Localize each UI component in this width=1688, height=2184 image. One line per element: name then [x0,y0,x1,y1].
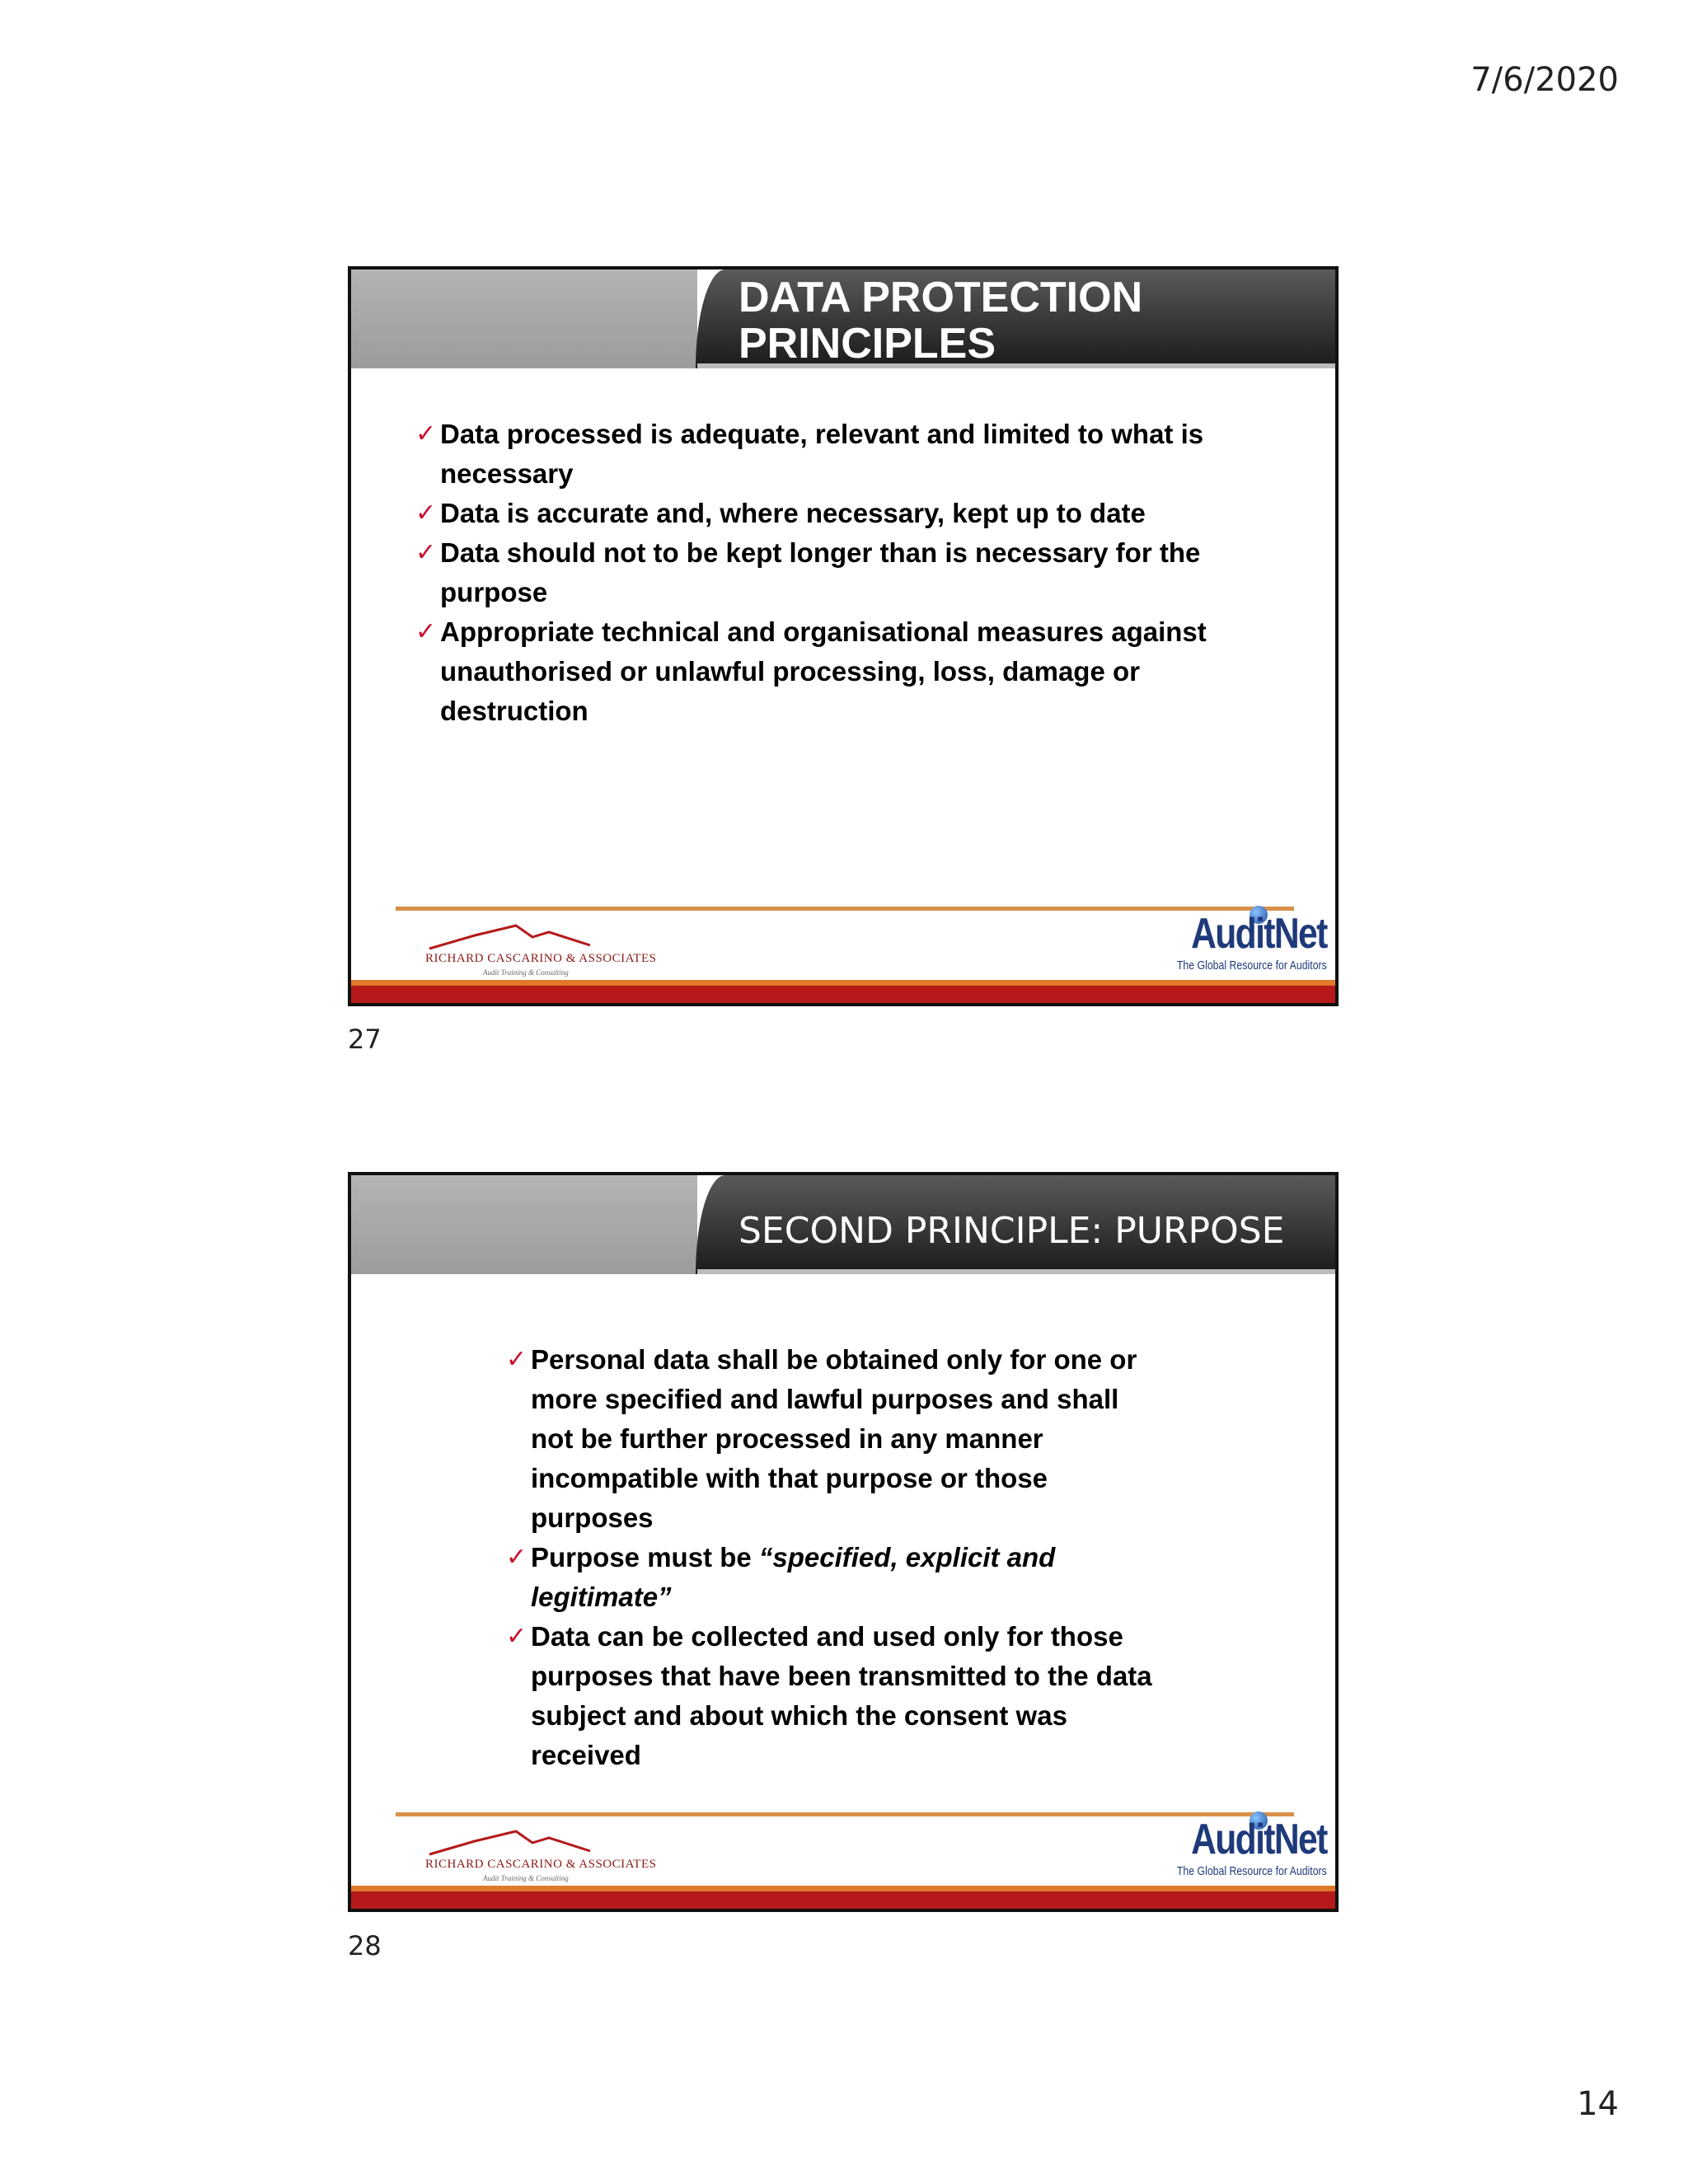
list-item [415,612,1231,731]
bullet-list [415,415,1231,731]
list-item [506,1617,1157,1775]
mountain-icon [425,1826,640,1859]
rca-name: RICHARD CASCARINO & ASSOCIATES [425,952,657,965]
auditnet-logo [1177,904,1327,978]
header-gray-panel [351,1175,697,1274]
slide-number: 27 [348,1024,382,1055]
bullet-text: Data processed is adequate, relevant and limited to what is necessary [440,419,1204,489]
auditnet-logo [1177,1810,1327,1884]
checkmark-icon: ✓ [415,538,437,567]
auditnet-name: AuditNet [1191,1816,1327,1863]
bullet-text: Data can be collected and used only for those purposes that have been transmitted to the data subject and about which the consent was received [531,1621,1152,1770]
slide-28 [348,1172,1339,1912]
slide-header [351,269,1335,368]
header-underline [697,1269,1335,1274]
checkmark-icon: ✓ [506,1345,528,1374]
auditnet-tagline: The Global Resource for Auditors [1177,1864,1327,1878]
footer-band [351,1886,1335,1909]
footer-band [351,980,1335,1003]
bullet-list [506,1340,1157,1775]
slide-title: DATA PROTECTION PRINCIPLES [738,274,1143,368]
checkmark-icon: ✓ [415,499,437,527]
footer-rule [396,1812,1294,1816]
bullet-emphasis: “specified, explicit and legitimate” [531,1542,1056,1612]
page-number: 14 [1577,2085,1619,2123]
header-gray-panel [351,269,697,368]
mountain-icon [425,921,640,954]
slide-title: SECOND PRINCIPLE: PURPOSE [738,1210,1285,1252]
checkmark-icon: ✓ [506,1622,528,1651]
bullet-text: Data is accurate and, where necessary, kept up to date [440,498,1146,528]
document-date: 7/6/2020 [1470,61,1619,99]
rca-tagline: Audit Training & Consulting [483,968,569,977]
rca-name: RICHARD CASCARINO & ASSOCIATES [425,1858,657,1871]
list-item [415,415,1231,494]
rca-logo [425,921,657,987]
slide-27 [348,266,1339,1006]
list-item [415,494,1231,533]
bullet-text: Data should not to be kept longer than is necessary for the purpose [440,537,1201,607]
slide-header [351,1175,1335,1274]
checkmark-icon: ✓ [415,617,437,646]
list-item [506,1538,1157,1617]
rca-tagline: Audit Training & Consulting [483,1874,569,1882]
bullet-text: Personal data shall be obtained only for one or more specified and lawful purposes and shall not be further processed in any manner incompatible with that purpose or those purposes [531,1344,1137,1533]
bullet-text: Purpose must be [531,1542,759,1572]
auditnet-tagline: The Global Resource for Auditors [1177,958,1327,972]
checkmark-icon: ✓ [506,1543,528,1572]
list-item [415,533,1231,612]
footer-rule [396,907,1294,911]
list-item [506,1340,1157,1538]
bullet-text: Appropriate technical and organisational measures against unauthorised or unlawful processing, loss, damage or destruction [440,616,1207,726]
auditnet-name: AuditNet [1191,910,1327,958]
slide-number: 28 [348,1930,382,1961]
checkmark-icon: ✓ [415,419,437,448]
rca-logo [425,1826,657,1892]
